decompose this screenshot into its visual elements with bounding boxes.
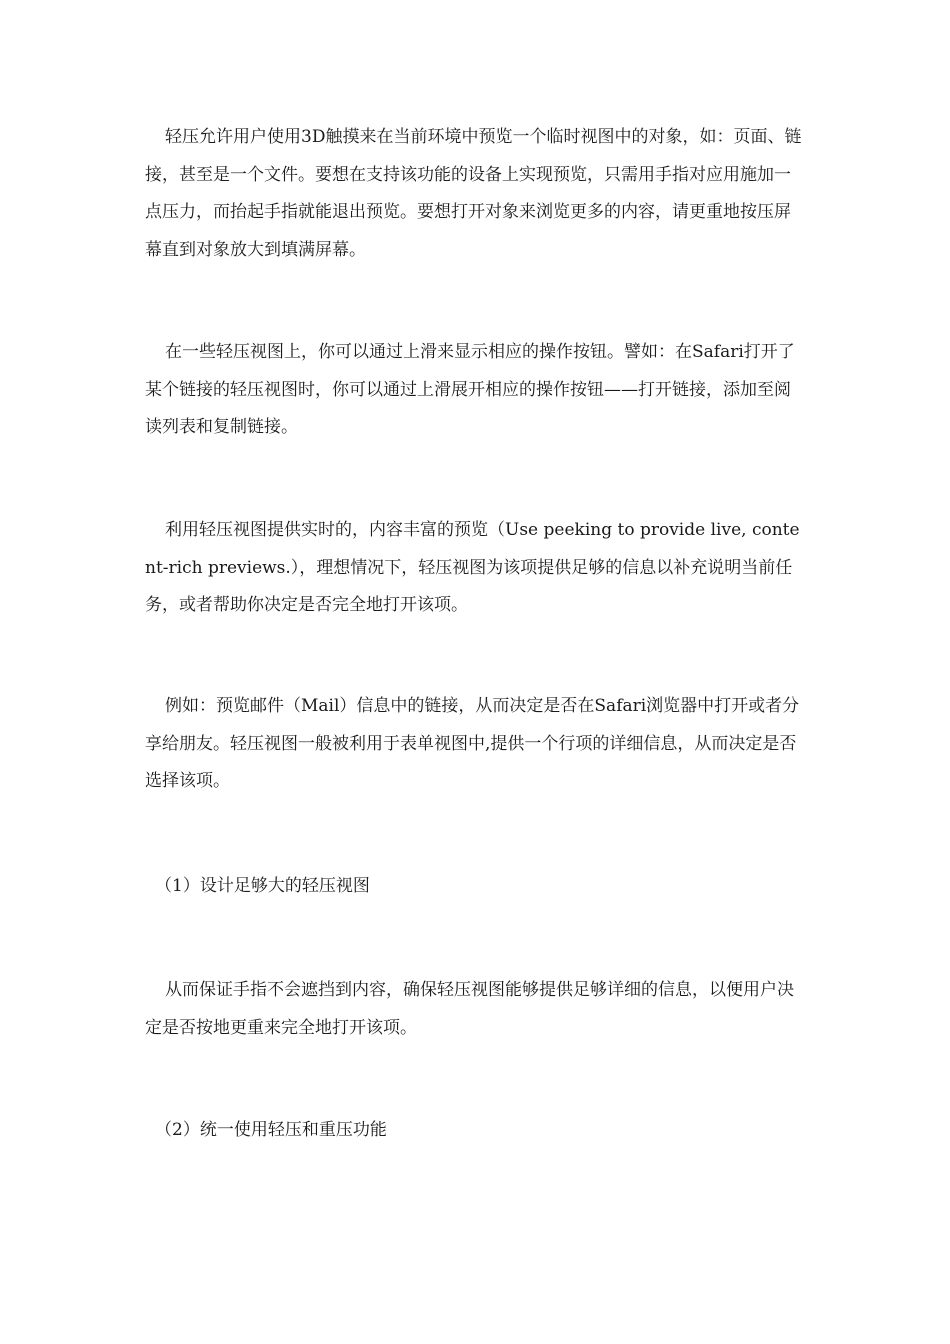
paragraph-live-previews: 利用轻压视图提供实时的，内容丰富的预览（Use peeking to provide live, content-rich previews.），理想情况下，轻压视图为该项提供足够的信息以补充说明当前任务，或者帮助你决定是否完全地打开该项。 xyxy=(145,520,800,615)
paragraph-peek-intro: 轻压允许用户使用3D触摸来在当前环境中预览一个临时视图中的对象，如：页面、链接，甚至是一个文件。要想在支持该功能的设备上实现预览，只需用手指对应用施加一点压力，而抬起手指就能退出预览。要想打开对象来浏览更多的内容，请更重地按压屏幕直到对象放大到填满屏幕。 xyxy=(145,127,802,260)
paragraph-example: 例如：预览邮件（Mail）信息中的链接，从而决定是否在Safari浏览器中打开或者分享给朋友。轻压视图一般被利用于表单视图中,提供一个行项的详细信息，从而决定是否选择该项。 xyxy=(145,696,800,791)
paragraph-swipe-actions: 在一些轻压视图上，你可以通过上滑来显示相应的操作按钮。譬如：在Safari打开了某个链接的轻压视图时，你可以通过上滑展开相应的操作按钮——打开链接，添加至阅读列表和复制链接。 xyxy=(145,342,795,437)
section-heading-2: （2）统一使用轻压和重压功能 xyxy=(155,1120,387,1140)
paragraph-finger-occlusion: 从而保证手指不会遮挡到内容，确保轻压视图能够提供足够详细的信息，以便用户决定是否按地更重来完全地打开该项。 xyxy=(145,980,794,1038)
section-heading-1: （1）设计足够大的轻压视图 xyxy=(155,876,370,896)
